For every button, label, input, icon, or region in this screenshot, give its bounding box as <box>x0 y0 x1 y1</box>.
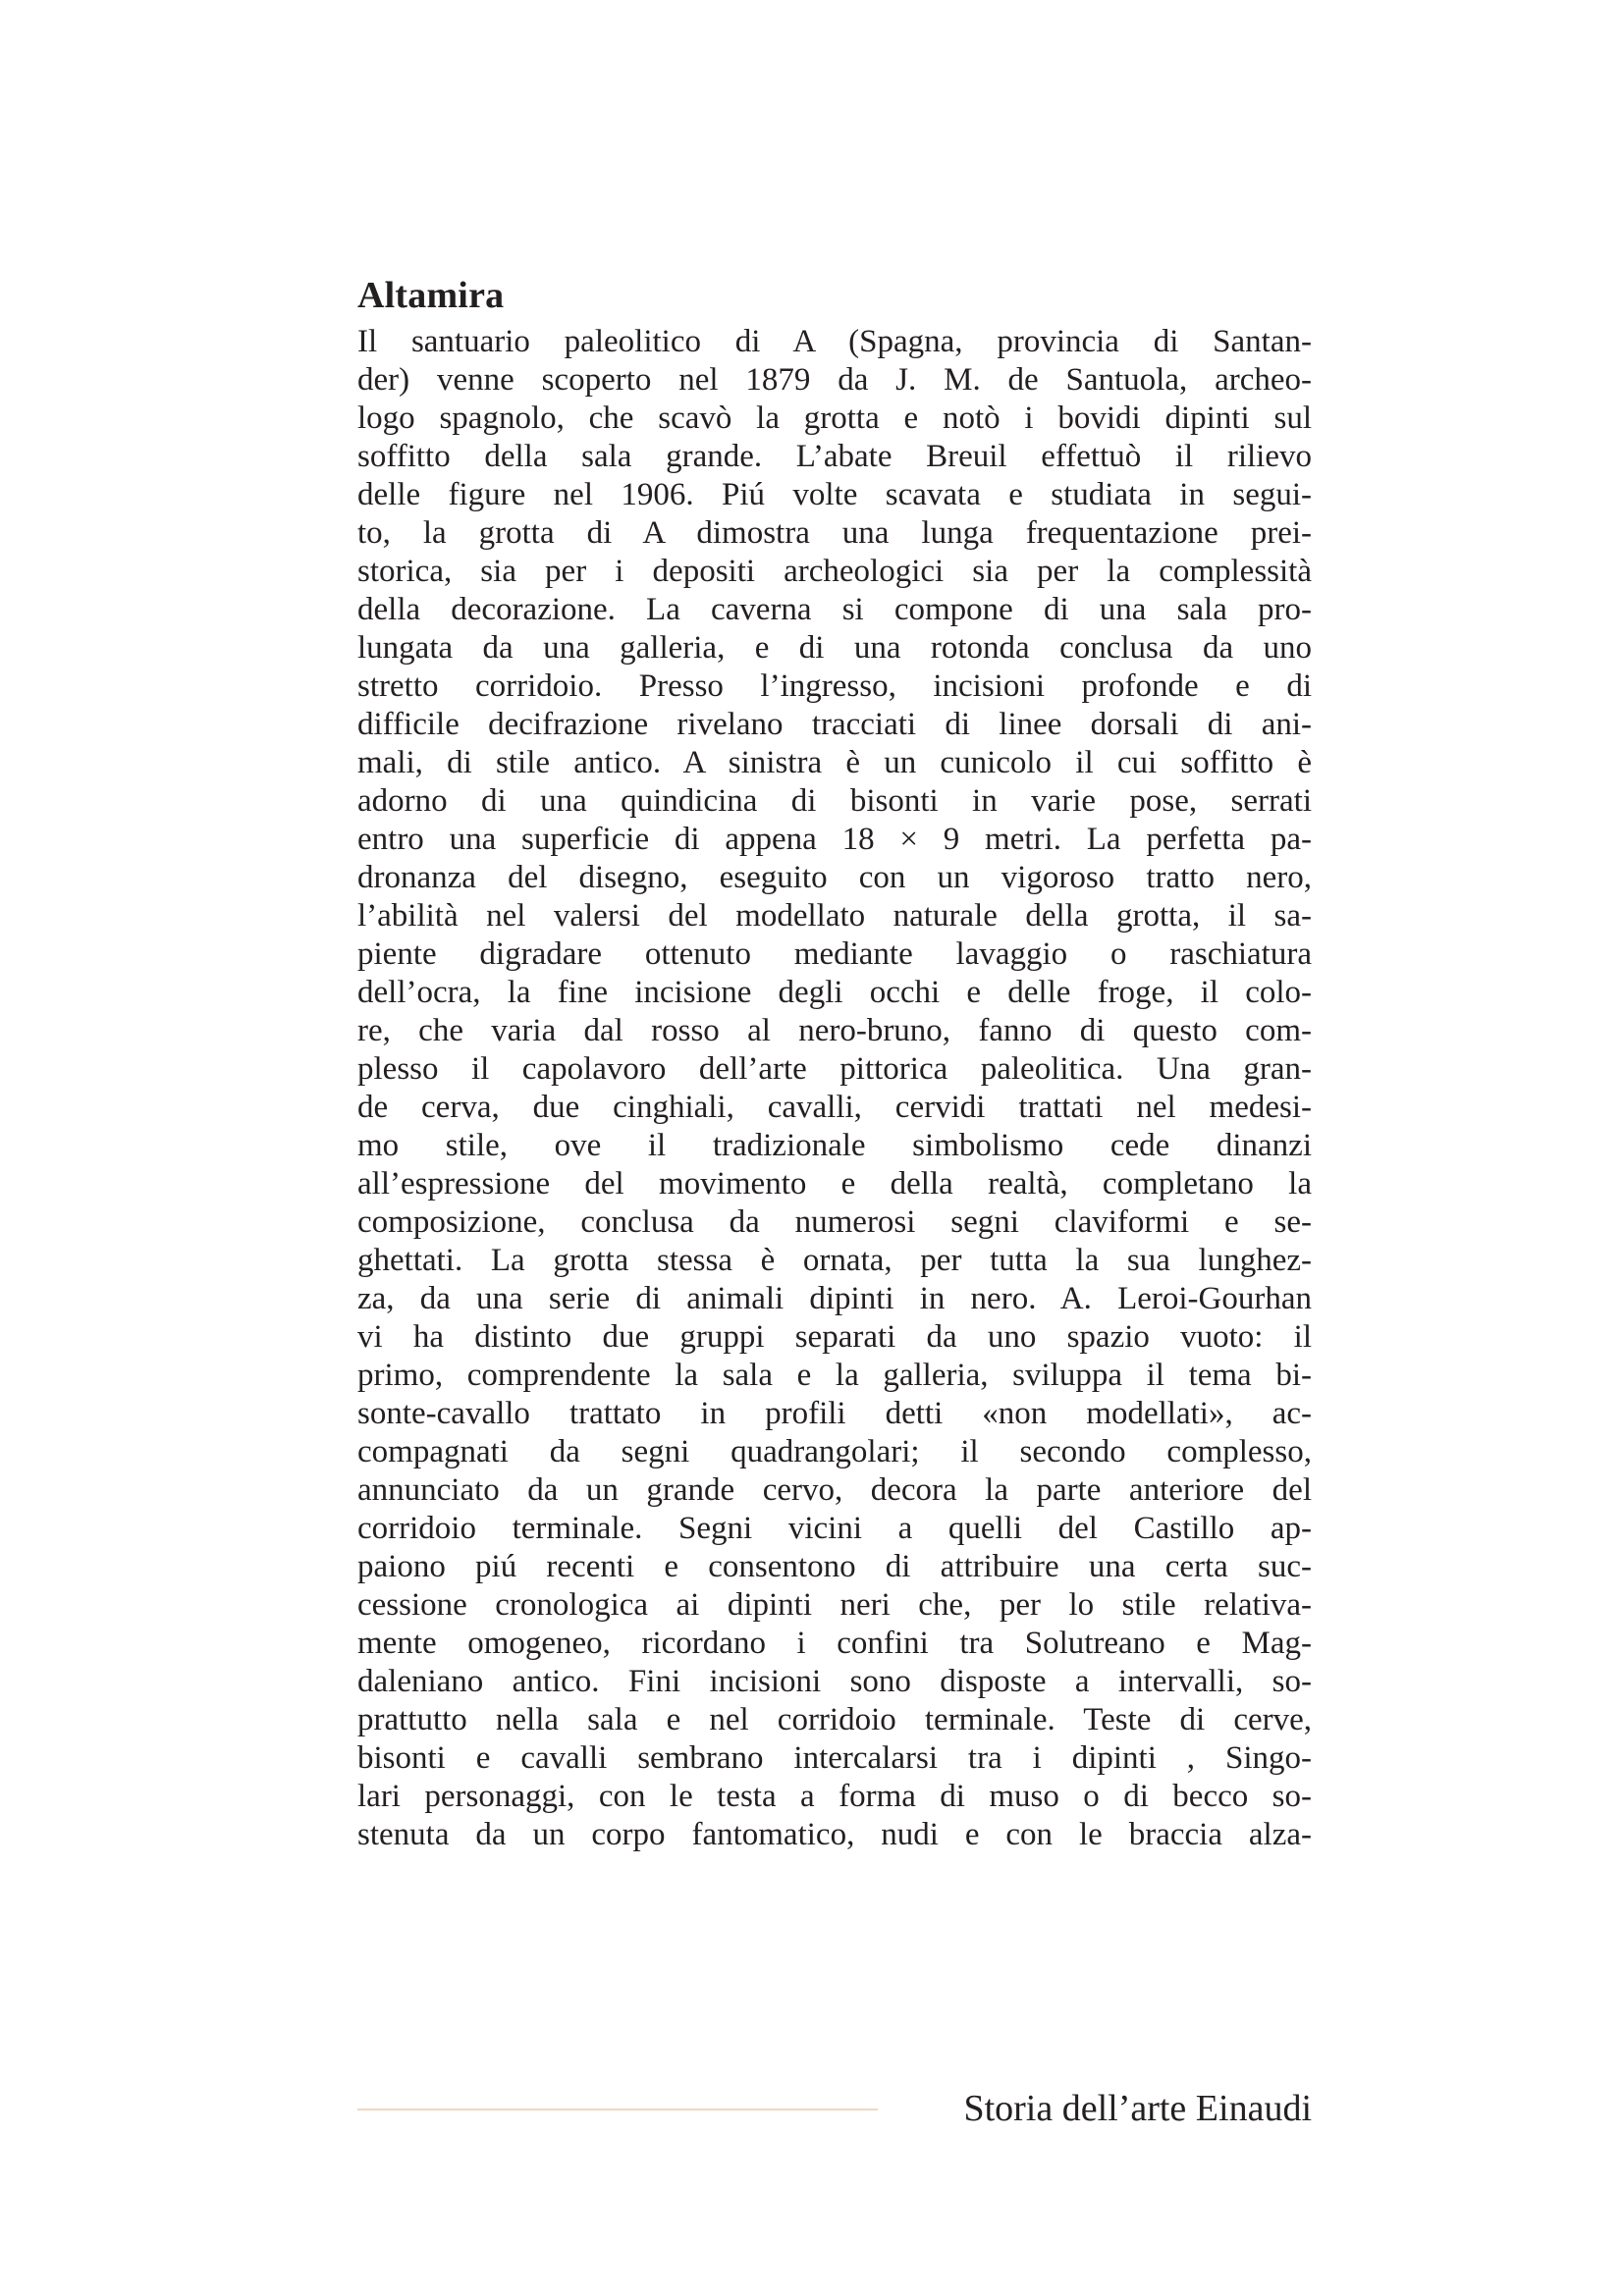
body-line: der) venne scoperto nel 1879 da J. M. de Santuola, archeo- <box>357 362 1312 398</box>
body-line: to, la grotta di A dimostra una lunga frequentazione prei- <box>357 515 1312 551</box>
body-line: adorno di una quindicina di bisonti in varie pose, serrati <box>357 783 1312 819</box>
body-line: delle figure nel 1906. Piú volte scavata e studiata in segui- <box>357 477 1312 512</box>
body-line: lungata da una galleria, e di una rotonda conclusa da uno <box>357 630 1312 666</box>
body-line: primo, comprendente la sala e la galleria, sviluppa il tema bi- <box>357 1358 1312 1393</box>
body-line: mali, di stile antico. A sinistra è un cunicolo il cui soffitto è <box>357 745 1312 780</box>
body-line: logo spagnolo, che scavò la grotta e notò i bovidi dipinti sul <box>357 400 1312 436</box>
publication-title: Storia dell’arte Einaudi <box>963 2088 1312 2129</box>
body-line: sonte-cavallo trattato in profili detti «non modellati», ac- <box>357 1396 1312 1431</box>
body-line: bisonti e cavalli sembrano intercalarsi tra i dipinti , Singo- <box>357 1740 1312 1776</box>
body-line: Il santuario paleolitico di A (Spagna, provincia di Santan- <box>357 324 1312 359</box>
article-body <box>357 323 1312 1854</box>
body-line: storica, sia per i depositi archeologici sia per la complessità <box>357 554 1312 589</box>
body-line: mente omogeneo, ricordano i confini tra Solutreano e Mag- <box>357 1626 1312 1661</box>
body-line: piente digradare ottenuto mediante lavaggio o raschiatura <box>357 936 1312 972</box>
body-line: entro una superficie di appena 18 × 9 metri. La perfetta pa- <box>357 822 1312 857</box>
body-line: stretto corridoio. Presso l’ingresso, incisioni profonde e di <box>357 668 1312 704</box>
body-line: cessione cronologica ai dipinti neri che, per lo stile relativa- <box>357 1587 1312 1623</box>
body-line: plesso il capolavoro dell’arte pittorica paleolitica. Una gran- <box>357 1051 1312 1087</box>
body-line: dell’ocra, la fine incisione degli occhi e delle froge, il colo- <box>357 975 1312 1010</box>
body-line: re, che varia dal rosso al nero-bruno, fanno di questo com- <box>357 1013 1312 1048</box>
body-line: ghettati. La grotta stessa è ornata, per tutta la sua lunghez- <box>357 1243 1312 1278</box>
body-line: della decorazione. La caverna si compone di una sala pro- <box>357 592 1312 627</box>
body-line: corridoio terminale. Segni vicini a quelli del Castillo ap- <box>357 1511 1312 1546</box>
article-title: Altamira <box>357 275 505 316</box>
body-line: stenuta da un corpo fantomatico, nudi e con le braccia alza- <box>357 1817 1312 1852</box>
body-line: de cerva, due cinghiali, cavalli, cervidi trattati nel medesi- <box>357 1090 1312 1125</box>
body-line: daleniano antico. Fini incisioni sono disposte a intervalli, so- <box>357 1664 1312 1699</box>
body-line: za, da una serie di animali dipinti in nero. A. Leroi-Gourhan <box>357 1281 1312 1316</box>
article <box>357 272 1312 1854</box>
body-line: lari personaggi, con le testa a forma di muso o di becco so- <box>357 1779 1312 1814</box>
body-line: annunciato da un grande cervo, decora la parte anteriore del <box>357 1472 1312 1508</box>
body-line: difficile decifrazione rivelano tracciati di linee dorsali di ani- <box>357 707 1312 742</box>
body-line: vi ha distinto due gruppi separati da uno spazio vuoto: il <box>357 1319 1312 1355</box>
footer-rule <box>357 2109 878 2110</box>
body-line: all’espressione del movimento e della realtà, completano la <box>357 1166 1312 1201</box>
body-line: prattutto nella sala e nel corridoio terminale. Teste di cerve, <box>357 1702 1312 1737</box>
body-line: dronanza del disegno, eseguito con un vigoroso tratto nero, <box>357 860 1312 895</box>
page-footer <box>357 2081 1312 2140</box>
body-line: paiono piú recenti e consentono di attribuire una certa suc- <box>357 1549 1312 1584</box>
body-line: soffitto della sala grande. L’abate Breuil effettuò il rilievo <box>357 439 1312 474</box>
body-line: l’abilità nel valersi del modellato naturale della grotta, il sa- <box>357 898 1312 934</box>
body-line: compagnati da segni quadrangolari; il secondo complesso, <box>357 1434 1312 1469</box>
body-line: mo stile, ove il tradizionale simbolismo cede dinanzi <box>357 1128 1312 1163</box>
body-line: composizione, conclusa da numerosi segni claviformi e se- <box>357 1204 1312 1240</box>
